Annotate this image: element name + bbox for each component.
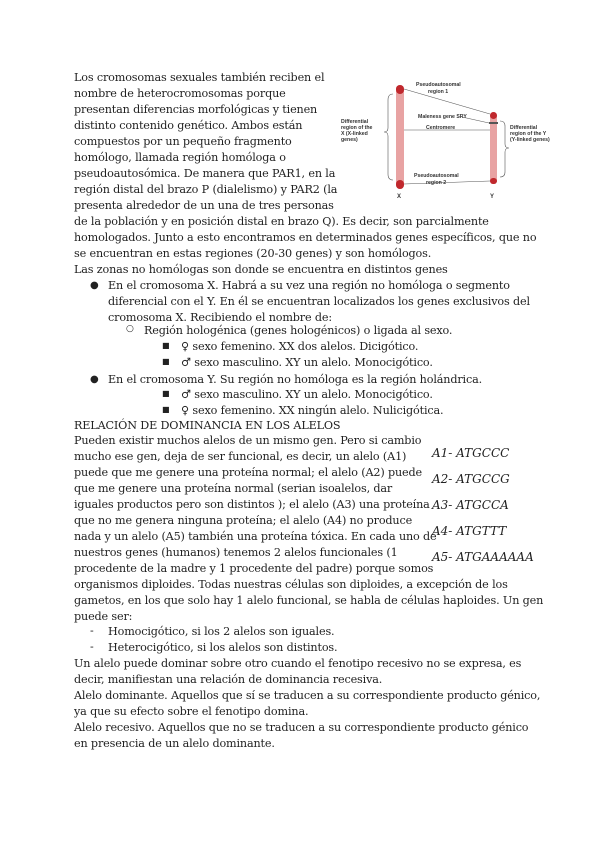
svg-text:Y: Y bbox=[490, 194, 495, 200]
text-line: homólogo, llamada región homóloga o bbox=[74, 151, 286, 164]
square-bullet-icon: ■ bbox=[162, 357, 170, 366]
allele-sequence: A4- ATGTTT bbox=[432, 524, 507, 538]
svg-text:genes): genes) bbox=[341, 137, 358, 143]
allele-sequence: A3- ATGCCA bbox=[432, 498, 509, 512]
text-line: Pueden existir muchos alelos de un mismo gen. Pero si cambio bbox=[74, 434, 422, 447]
svg-text:region 1: region 1 bbox=[428, 89, 449, 95]
text-line: presenta alrededor de un una de tres personas bbox=[74, 199, 334, 212]
y-par2 bbox=[490, 178, 497, 184]
text-line: que me genere una proteína normal (serian isoalelos, dar bbox=[74, 482, 393, 495]
text-line: que no me genera ninguna proteína; el alelo (A4) no produce bbox=[74, 514, 413, 527]
text-line: distinto contenido genético. Ambos están bbox=[74, 119, 303, 132]
svg-text:Centromere: Centromere bbox=[426, 125, 456, 131]
text-line: nombre de heterocromosomas porque bbox=[74, 87, 286, 100]
text-line: procedente de la madre y 1 procedente del padre) porque somos bbox=[74, 562, 434, 575]
sub-sub-item: ♀ sexo femenino. XX dos alelos. Dicigótico. bbox=[181, 340, 419, 353]
dash-bullet: - bbox=[90, 640, 94, 653]
svg-text:Pseudoautosomal: Pseudoautosomal bbox=[416, 82, 461, 88]
sry-marker bbox=[489, 122, 498, 124]
text-line: compuestos por un pequeño fragmento bbox=[74, 135, 292, 148]
text-line: se encuentran en estas regiones (20-30 genes) y son homólogos. bbox=[74, 247, 432, 260]
sub-sub-item: ♂ sexo masculino. XY un alelo. Monocigótico. bbox=[181, 356, 433, 369]
text-line: región distal del brazo P (dialelismo) y PAR2 (la bbox=[74, 183, 338, 196]
dash-bullet: - bbox=[90, 624, 94, 637]
text-line: homologados. Junto a esto encontramos en determinados genes específicos, que no bbox=[74, 231, 537, 244]
text-line: puede que me genere una proteína normal; el alelo (A2) puede bbox=[74, 466, 423, 479]
text-line: iguales productos pero son distintos ); el alelo (A3) una proteína bbox=[74, 498, 430, 511]
text-line: gametos, en los que solo hay 1 alelo funcional, se habla de células haploides. Un gen bbox=[74, 594, 544, 607]
text-line: nuestros genes (humanos) tenemos 2 alelos funcionales (1 bbox=[74, 546, 398, 559]
square-bullet-icon: ■ bbox=[162, 389, 170, 398]
list-item: Heterocigótico, si los alelos son distintos. bbox=[108, 641, 338, 654]
list-item: diferencial con el Y. En él se encuentran localizados los genes exclusivos del bbox=[108, 295, 530, 308]
text-line: puede ser: bbox=[74, 610, 133, 623]
text-line: nada y un alelo (A5) también una proteína tóxica. En cada uno de bbox=[74, 530, 437, 543]
svg-text:X: X bbox=[397, 194, 402, 200]
text-line: pseudoautosómica. De manera que PAR1, en la bbox=[74, 167, 336, 180]
text-line: Las zonas no homólogas son donde se encuentra en distintos genes bbox=[74, 263, 448, 276]
x-chromosome bbox=[396, 85, 404, 189]
text-line: presentan diferencias morfológicas y tienen bbox=[74, 103, 318, 116]
text-line: ya que su efecto sobre el fenotipo domina. bbox=[74, 705, 309, 718]
y-par1 bbox=[490, 112, 497, 119]
text-line: en presencia de un alelo dominante. bbox=[74, 737, 275, 750]
sub-sub-item: ♀ sexo femenino. XX ningún alelo. Nulicigótica. bbox=[181, 404, 444, 417]
text-line: de la población y en posición distal en brazo Q). Es decir, son parcialmente bbox=[74, 215, 489, 228]
list-item: En el cromosoma X. Habrá a su vez una región no homóloga o segmento bbox=[108, 279, 510, 292]
allele-sequence: A2- ATGCCG bbox=[432, 472, 510, 486]
svg-text:Differential: Differential bbox=[341, 119, 369, 125]
svg-text:Differential: Differential bbox=[510, 125, 538, 131]
square-bullet-icon: ■ bbox=[162, 405, 170, 414]
bullet-icon: ● bbox=[90, 280, 99, 291]
svg-text:X (X-linked: X (X-linked bbox=[341, 131, 368, 137]
x-par2 bbox=[396, 180, 404, 189]
x-par1 bbox=[396, 85, 404, 94]
text-line: decir, manifiestan una relación de dominancia recesiva. bbox=[74, 673, 383, 686]
text-line: Un alelo puede dominar sobre otro cuando el fenotipo recesivo no se expresa, es bbox=[74, 657, 522, 670]
svg-text:(Y-linked genes): (Y-linked genes) bbox=[510, 137, 550, 143]
svg-text:Maleness gene SRY: Maleness gene SRY bbox=[418, 114, 467, 120]
svg-text:region of the: region of the bbox=[341, 125, 373, 131]
allele-sequence: A1- ATGCCC bbox=[432, 446, 510, 460]
list-item: cromosoma X. Recibiendo el nombre de: bbox=[108, 311, 332, 324]
svg-text:Pseudoautosomal: Pseudoautosomal bbox=[414, 173, 459, 179]
list-item: En el cromosoma Y. Su región no homóloga es la región holándrica. bbox=[108, 373, 483, 386]
square-bullet-icon: ■ bbox=[162, 341, 170, 350]
svg-text:region 2: region 2 bbox=[426, 180, 447, 186]
bullet-icon: ● bbox=[90, 374, 99, 385]
text-line: Alelo dominante. Aquellos que sí se traducen a su correspondiente producto génico, bbox=[74, 689, 541, 702]
text-line: Los cromosomas sexuales también reciben el bbox=[74, 71, 325, 84]
text-line: organismos diploides. Todas nuestras células son diploides, a excepción de los bbox=[74, 578, 508, 591]
svg-text:region of the Y: region of the Y bbox=[510, 131, 547, 137]
circle-bullet-icon: ○ bbox=[126, 324, 134, 334]
sex-chromosome-figure bbox=[338, 74, 550, 202]
list-item: Homocigótico, si los 2 alelos son iguales. bbox=[108, 625, 335, 638]
section-heading: RELACIÓN DE DOMINANCIA EN LOS ALELOS bbox=[74, 419, 341, 432]
text-line: mucho ese gen, deja de ser funcional, es decir, un alelo (A1) bbox=[74, 450, 407, 463]
allele-sequence: A5- ATGAAAAAA bbox=[432, 550, 534, 564]
sub-list-item: Región hologénica (genes hologénicos) o ligada al sexo. bbox=[144, 324, 453, 337]
sub-sub-item: ♂ sexo masculino. XY un alelo. Monocigótico. bbox=[181, 388, 433, 401]
text-line: Alelo recesivo. Aquellos que no se traducen a su correspondiente producto génico bbox=[74, 721, 529, 734]
